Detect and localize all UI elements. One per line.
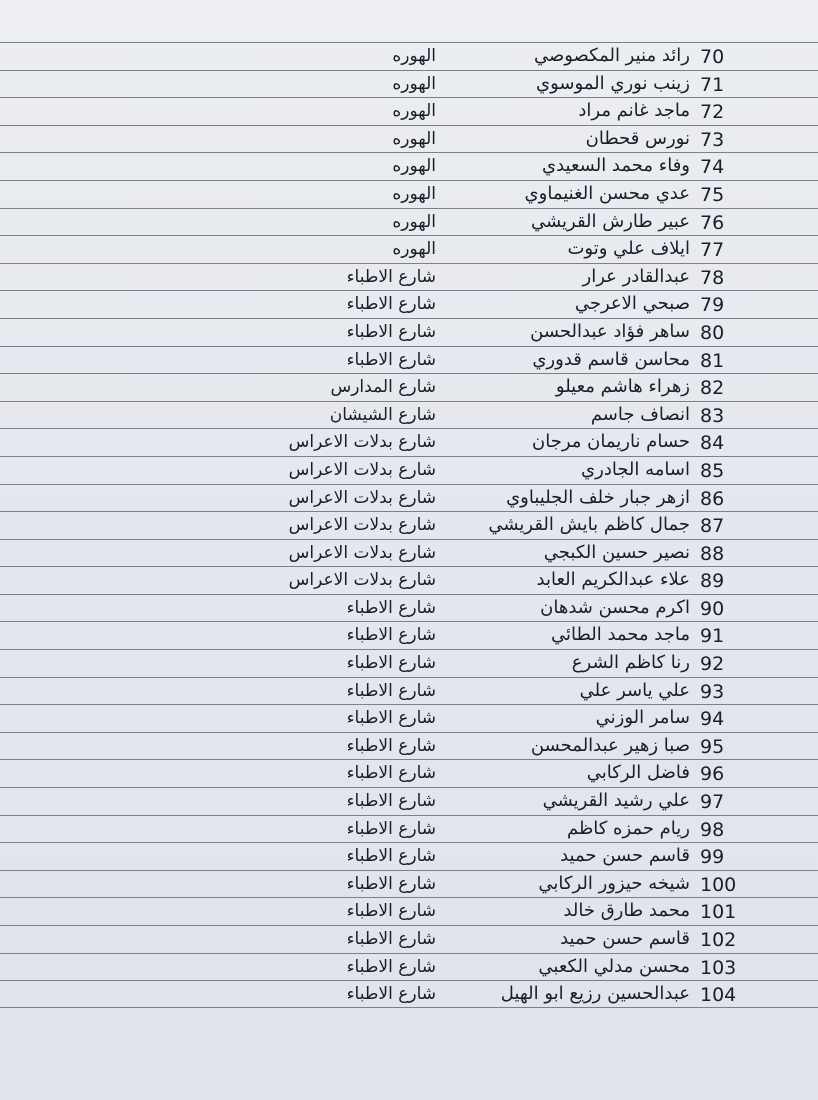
person-name: اكرم محسن شدهان: [540, 596, 690, 618]
table-row: [0, 180, 818, 208]
row-number: 85: [700, 459, 725, 482]
row-number: 99: [700, 846, 725, 869]
table-row: [0, 484, 818, 512]
row-number: 86: [700, 487, 725, 510]
person-name: محسن مدلي الكعبي: [538, 955, 690, 977]
row-number: 75: [700, 183, 725, 206]
location: شارع الاطباء: [346, 266, 436, 287]
location: شارع بدلات الاعراس: [288, 459, 436, 480]
row-number: 76: [700, 211, 725, 234]
person-name: انصاف جاسم: [590, 403, 690, 425]
row-number: 90: [700, 597, 725, 620]
location: الهوره: [392, 101, 436, 122]
person-name: زينب نوري الموسوي: [535, 72, 690, 94]
location: شارع بدلات الاعراس: [288, 542, 436, 563]
location: شارع الاطباء: [346, 708, 436, 729]
table-row: [0, 870, 818, 898]
location: شارع الاطباء: [346, 294, 436, 315]
row-number: 70: [700, 46, 725, 68]
table-row: [0, 594, 818, 622]
row-number: 71: [700, 73, 725, 96]
row-number: 95: [700, 735, 725, 758]
person-name: صبا زهير عبدالمحسن: [530, 734, 690, 756]
row-number: 89: [700, 570, 725, 593]
row-number: 77: [700, 239, 725, 262]
row-number: 84: [700, 432, 725, 455]
location: الهوره: [392, 156, 436, 177]
row-number: 80: [700, 321, 725, 344]
person-name: اسامه الجادري: [581, 458, 690, 480]
table-row: [0, 70, 818, 98]
location: شارع الاطباء: [346, 901, 436, 922]
location: شارع الاطباء: [346, 791, 436, 812]
person-name: نورس قحطان: [585, 127, 690, 149]
row-number: 100: [700, 873, 737, 896]
table-row: [0, 787, 818, 815]
table-row: [0, 925, 818, 953]
table-row: [0, 842, 818, 870]
location: الهوره: [392, 128, 436, 149]
table-row: [0, 704, 818, 732]
location: شارع الاطباء: [346, 597, 436, 618]
person-name: زهراء هاشم معيلو: [555, 376, 690, 398]
location: الهوره: [392, 211, 436, 232]
person-name: محاسن قاسم قدوري: [532, 348, 690, 370]
row-number: 79: [700, 294, 725, 317]
table-row: [0, 953, 818, 981]
table-row: [0, 621, 818, 649]
row-number: 92: [700, 653, 725, 676]
location: شارع الاطباء: [346, 984, 436, 1005]
row-number: 78: [700, 266, 725, 289]
row-number: 91: [700, 625, 725, 648]
person-name: ماجد محمد الطائي: [550, 624, 690, 646]
person-name: ريام حمزه كاظم: [566, 817, 690, 839]
table-row: [0, 732, 818, 760]
row-number: 81: [700, 349, 725, 372]
location: الهوره: [392, 183, 436, 204]
person-name: رنا كاظم الشرع: [571, 652, 690, 674]
table-row: [0, 290, 818, 318]
person-name: عبدالحسين رزيع ابو الهيل: [500, 983, 690, 1005]
person-name: علي رشيد القريشي: [542, 790, 690, 812]
location: شارع الاطباء: [346, 735, 436, 756]
row-number: 94: [700, 708, 725, 731]
row-number: 87: [700, 515, 725, 538]
person-name: قاسم حسن حميد: [560, 928, 690, 949]
row-number: 103: [700, 956, 737, 979]
table-row: [0, 346, 818, 374]
person-name: صبحي الاعرجي: [574, 293, 690, 315]
person-name: علاء عبدالكريم العابد: [536, 569, 690, 591]
table-row: [0, 649, 818, 677]
table-row: [0, 42, 818, 70]
location: شارع المدارس: [330, 377, 436, 398]
location: شارع الاطباء: [346, 653, 436, 674]
row-number: 97: [700, 791, 725, 814]
person-name: ساهر فؤاد عبدالحسن: [530, 320, 690, 342]
table-row: [0, 539, 818, 567]
table-row: [0, 428, 818, 456]
table-row: [0, 373, 818, 401]
table-row: [0, 97, 818, 125]
row-number: 88: [700, 542, 725, 565]
person-name: عدي محسن الغنيماوي: [524, 182, 690, 204]
row-number: 96: [700, 763, 725, 786]
row-number: 93: [700, 680, 725, 703]
table-row: [0, 980, 818, 1008]
row-number: 72: [700, 101, 725, 124]
location: شارع الاطباء: [346, 846, 436, 867]
row-number: 83: [700, 404, 725, 427]
person-name: عبير طارش القريشي: [530, 210, 690, 232]
person-name: ايلاف علي وتوت: [567, 238, 690, 260]
location: شارع الشيشان: [329, 404, 436, 425]
location: شارع الاطباء: [346, 625, 436, 646]
row-number: 73: [700, 128, 725, 151]
table-row: [0, 263, 818, 291]
row-number: 98: [700, 818, 725, 841]
location: شارع بدلات الاعراس: [288, 432, 436, 453]
location: الهوره: [392, 73, 436, 94]
table-row: [0, 152, 818, 180]
row-number: 82: [700, 377, 725, 400]
person-name: ماجد غانم مراد: [578, 100, 690, 122]
person-name: قاسم حسن حميد: [560, 845, 690, 867]
table-row: [0, 897, 818, 925]
table-row: [0, 456, 818, 484]
table-row: [0, 125, 818, 153]
table-row: [0, 677, 818, 705]
row-number: 102: [700, 929, 737, 951]
table-row: [0, 511, 818, 539]
person-name: فاضل الركابي: [586, 762, 690, 784]
location: شارع بدلات الاعراس: [288, 515, 436, 536]
person-name: وفاء محمد السعيدي: [542, 155, 690, 177]
row-number: 101: [700, 901, 737, 924]
location: شارع الاطباء: [346, 680, 436, 701]
person-name: شيخه حيزور الركابي: [538, 872, 690, 894]
person-name: علي ياسر علي: [579, 679, 690, 701]
person-name: ازهر جبار خلف الجليباوي: [506, 486, 690, 508]
location: شارع الاطباء: [346, 929, 436, 949]
table-row: [0, 815, 818, 843]
location: شارع بدلات الاعراس: [288, 570, 436, 591]
table-row: [0, 235, 818, 263]
table-row: [0, 318, 818, 346]
row-number: 74: [700, 156, 725, 179]
location: شارع الاطباء: [346, 321, 436, 342]
row-number: 104: [700, 984, 737, 1007]
person-name: جمال كاظم بايش القريشي: [488, 514, 690, 536]
person-name: نصير حسين الكبجي: [543, 541, 690, 563]
location: شارع بدلات الاعراس: [288, 487, 436, 508]
person-name: سامر الوزني: [595, 707, 690, 729]
location: شارع الاطباء: [346, 873, 436, 894]
person-name: محمد طارق خالد: [563, 900, 690, 922]
location: شارع الاطباء: [346, 956, 436, 977]
names-table: [0, 42, 818, 1008]
location: الهوره: [392, 46, 436, 66]
table-row: [0, 566, 818, 594]
person-name: حسام ناريمان مرجان: [532, 431, 690, 453]
location: شارع الاطباء: [346, 349, 436, 370]
location: شارع الاطباء: [346, 818, 436, 839]
table-row: [0, 401, 818, 429]
table-row: [0, 759, 818, 787]
location: الهوره: [392, 239, 436, 260]
table-row: [0, 208, 818, 236]
person-name: رائد منير المكصوصي: [533, 45, 690, 66]
location: شارع الاطباء: [346, 763, 436, 784]
person-name: عبدالقادر عرار: [582, 265, 690, 287]
